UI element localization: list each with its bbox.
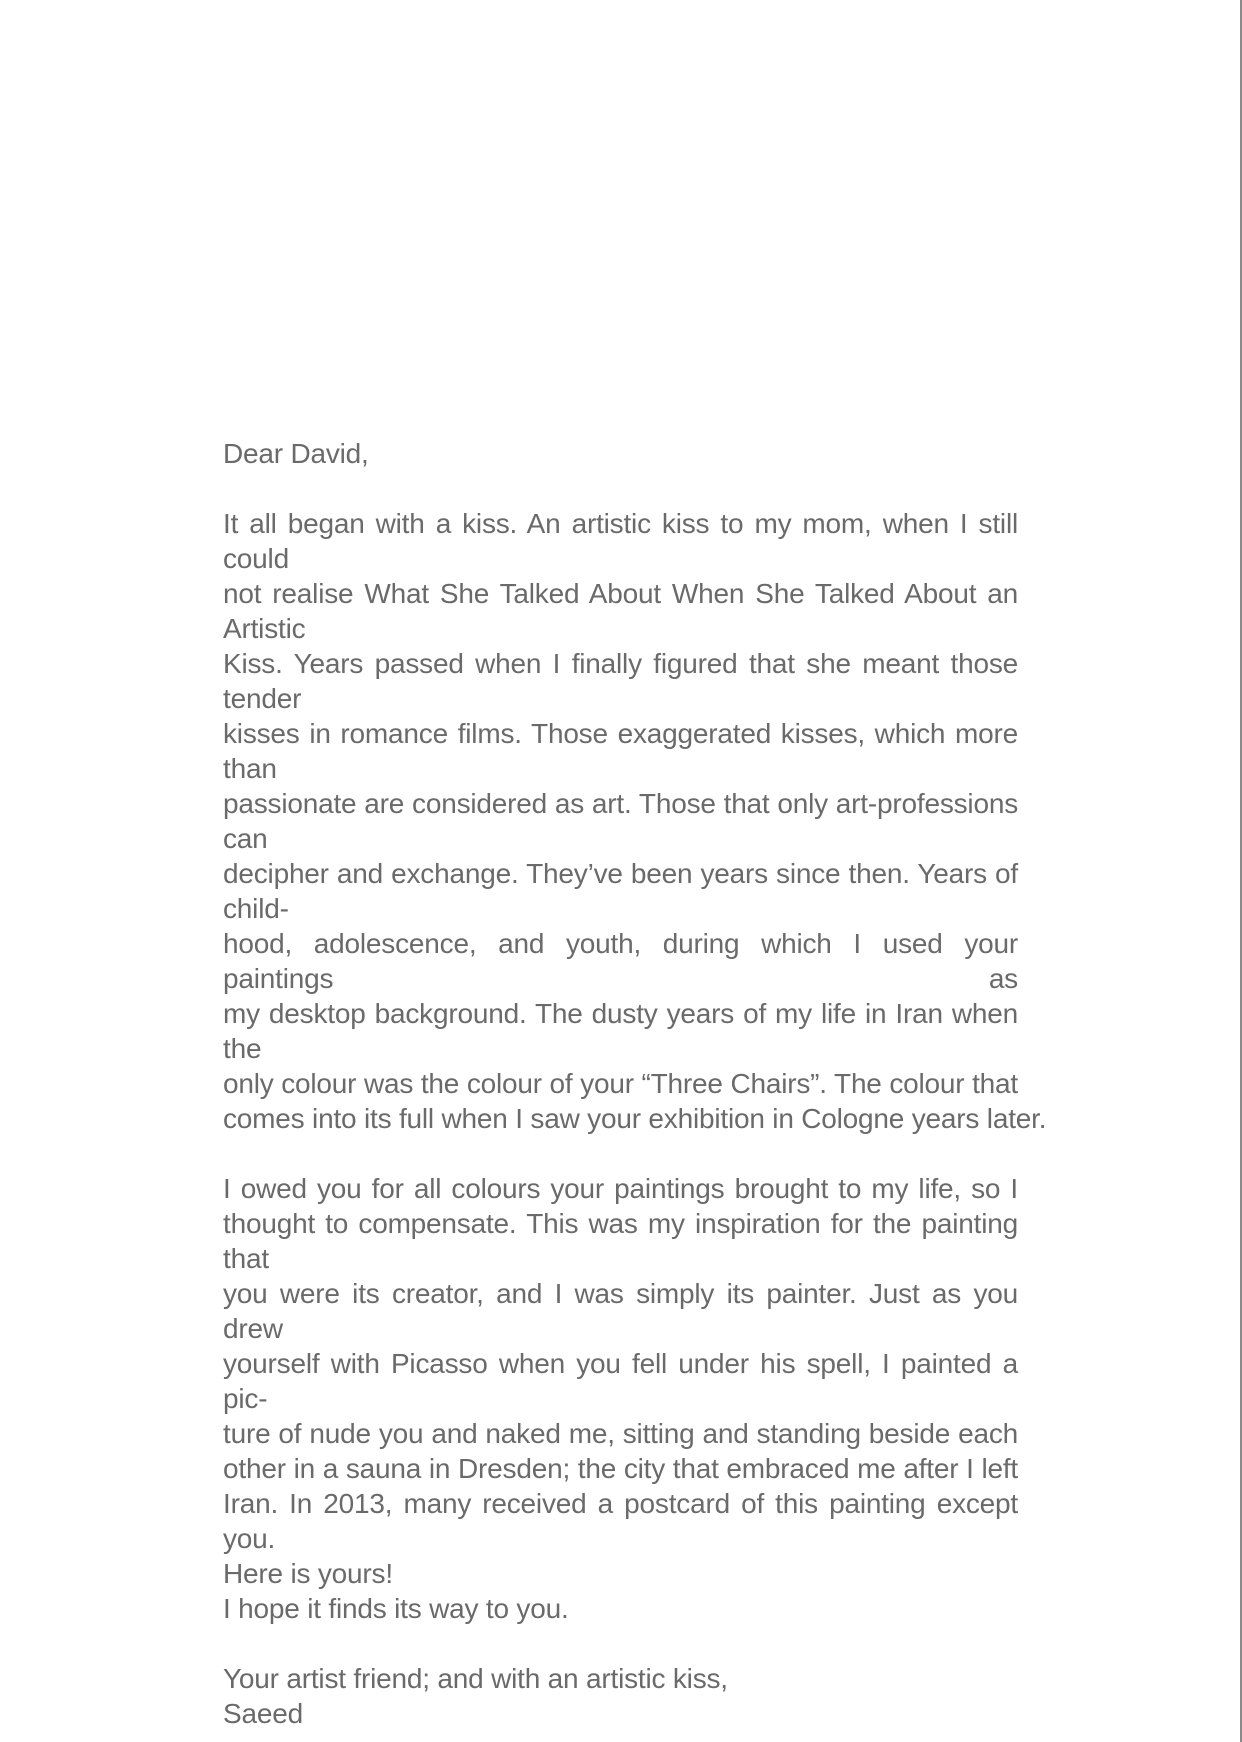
paragraph-1 xyxy=(223,506,1047,1136)
closing: Your artist friend; and with an artistic kiss, xyxy=(223,1663,728,1694)
paragraph-2-line: I hope it finds its way to you. xyxy=(223,1593,569,1624)
paragraph-1-line: It all began with a kiss. An artistic kiss to my mom, when I still could xyxy=(223,508,1018,574)
paragraph-1-line: kisses in romance films. Those exaggerated kisses, which more than xyxy=(223,718,1018,784)
paragraph-gap xyxy=(223,1136,1018,1171)
paragraph-2-line: you were its creator, and I was simply its painter. Just as you drew xyxy=(223,1278,1018,1344)
salutation: Dear David, xyxy=(223,438,369,469)
paragraph-2 xyxy=(223,1171,1018,1626)
paragraph-1-line: not realise What She Talked About When She Talked About an Artistic xyxy=(223,578,1018,644)
paragraph-2-line: I owed you for all colours your paintings brought to my life, so I xyxy=(223,1173,1018,1204)
paragraph-2-line: Here is yours! xyxy=(223,1558,393,1589)
paragraph-1-line: comes into its full when I saw your exhibition in Cologne years later. xyxy=(223,1103,1047,1134)
paragraph-2-line: other in a sauna in Dresden; the city that embraced me after I left xyxy=(223,1453,1018,1484)
paragraph-1-line: passionate are considered as art. Those that only art-professions can xyxy=(223,788,1018,854)
paragraph-1-line: decipher and exchange. They’ve been years since then. Years of child- xyxy=(223,858,1018,924)
paragraph-1-line: my desktop background. The dusty years of my life in Iran when the xyxy=(223,998,1018,1064)
signature: Saeed xyxy=(223,1698,303,1729)
letter-body xyxy=(223,436,1047,1731)
paragraph-2-line: Iran. In 2013, many received a postcard of this painting except you. xyxy=(223,1488,1018,1554)
paragraph-1-line: Kiss. Years passed when I finally figured that she meant those tender xyxy=(223,648,1018,714)
paragraph-1-line: hood, adolescence, and youth, during which I used your paintings as xyxy=(223,928,1018,994)
paragraph-2-line: yourself with Picasso when you fell under his spell, I painted a pic- xyxy=(223,1348,1018,1414)
paragraph-2-line: thought to compensate. This was my inspiration for the painting that xyxy=(223,1208,1018,1274)
paragraph-1-line: only colour was the colour of your “Three Chairs”. The colour that xyxy=(223,1068,1018,1099)
paragraph-gap xyxy=(223,1626,1018,1661)
paragraph-gap xyxy=(223,471,1018,506)
paragraph-2-line: ture of nude you and naked me, sitting and standing beside each xyxy=(223,1418,1018,1449)
